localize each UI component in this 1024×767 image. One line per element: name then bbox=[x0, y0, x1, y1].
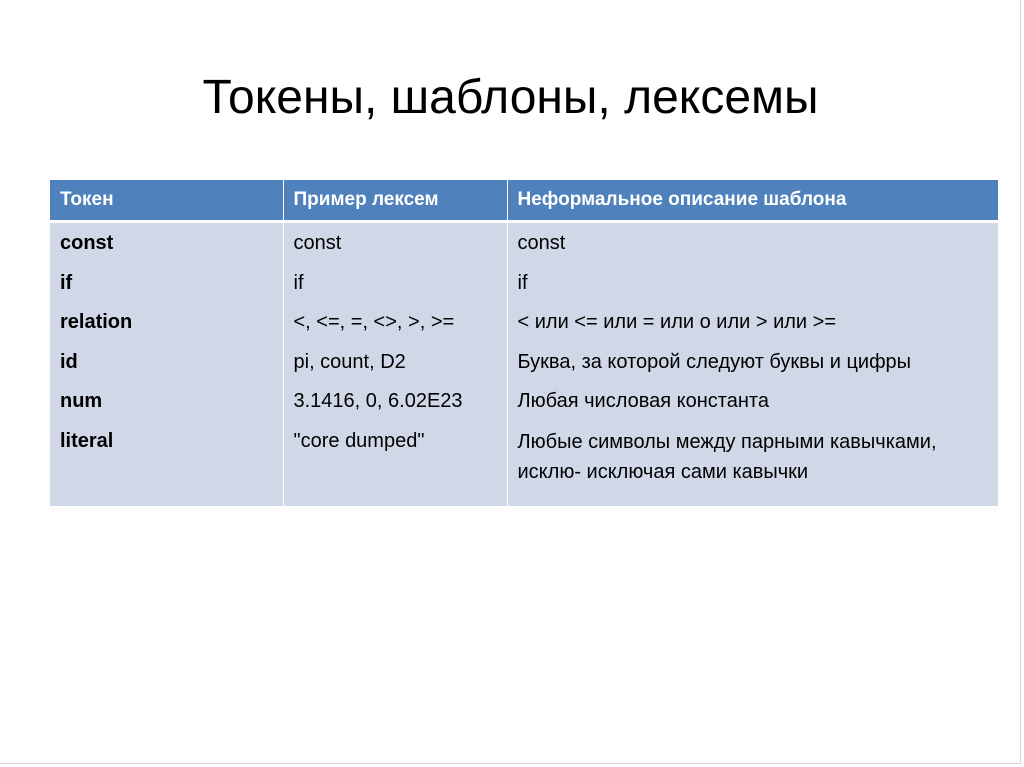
description-cell: Буква, за которой следуют буквы и цифры bbox=[517, 350, 912, 373]
example-cell: 3.1416, 0, 6.02E23 bbox=[293, 390, 463, 412]
tokens-table bbox=[50, 180, 998, 506]
description-cell: const bbox=[517, 232, 566, 254]
description-cell: Любые символы между парными кавычками, исклю- исключая сами кавычки bbox=[517, 430, 937, 483]
example-cell: pi, count, D2 bbox=[293, 350, 406, 373]
header-description: Неформальное описание шаблона bbox=[507, 180, 998, 222]
token-cell: id bbox=[60, 350, 78, 373]
example-cell: "core dumped" bbox=[293, 429, 425, 452]
header-token: Токен bbox=[50, 180, 283, 222]
example-cell: <, <=, =, <>, >, >= bbox=[293, 311, 455, 333]
token-cell: relation bbox=[60, 311, 133, 333]
token-cell: num bbox=[60, 390, 103, 412]
slide-title: Токены, шаблоны, лексемы bbox=[202, 71, 819, 124]
description-cell: Любая числовая константа bbox=[517, 390, 769, 412]
token-cell: const bbox=[60, 232, 114, 254]
table-header-row bbox=[50, 180, 998, 222]
example-column bbox=[283, 222, 507, 506]
example-cell: const bbox=[293, 232, 342, 254]
description-cell: < или <= или = или о или > или >= bbox=[517, 311, 837, 333]
description-cell: if bbox=[517, 271, 528, 294]
example-cell: if bbox=[293, 271, 304, 294]
token-cell: literal bbox=[60, 429, 114, 452]
token-column bbox=[50, 222, 283, 506]
header-example: Пример лексем bbox=[283, 180, 507, 222]
description-column bbox=[507, 222, 998, 506]
token-cell: if bbox=[60, 271, 73, 294]
table-body-row bbox=[50, 222, 998, 506]
